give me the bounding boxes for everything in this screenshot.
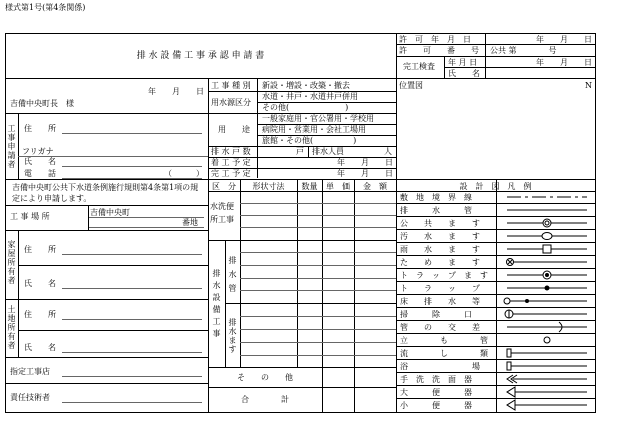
legend-label: 排 水 管 <box>400 206 472 215</box>
divider <box>18 265 208 266</box>
use-label: 用 途 <box>218 125 250 134</box>
house-owner-address-label: 住 所 <box>24 245 56 254</box>
bracket-line-2-icon <box>499 360 593 372</box>
work-type-value[interactable]: 新設・増設・改築・撤去 <box>262 81 350 90</box>
use-value-1[interactable]: 一般家庭用・官公署用・学校用 <box>262 114 374 123</box>
divider <box>240 215 396 216</box>
frame-right <box>595 33 596 413</box>
statement: 吉備中央町公共下水道条例施行規則第4条第1項の規定により申請します。 <box>12 183 199 203</box>
households-unit: 戸 <box>296 147 304 156</box>
start-label: 着 工 予 定 <box>211 158 251 167</box>
divider <box>18 113 19 179</box>
divider <box>308 146 309 157</box>
frame-top <box>5 33 595 34</box>
permit-number-label: 許 可 番 号 <box>399 46 479 55</box>
divider <box>18 330 208 331</box>
contractor-line[interactable] <box>62 376 202 377</box>
legend-row <box>396 308 595 321</box>
water-value-2[interactable]: その他( ) <box>262 103 349 112</box>
half-circle-line-icon <box>499 308 593 320</box>
house-owner-name-label: 氏 名 <box>24 279 56 288</box>
dash-dot-line-icon <box>499 191 593 203</box>
legend-label: 床 排 水 等 <box>400 297 480 306</box>
divider <box>208 367 396 368</box>
legend-label: 汚 水 ま す <box>400 232 480 241</box>
site-line[interactable] <box>88 227 204 228</box>
cost-header-category: 区 分 <box>212 182 236 191</box>
applicant-side-label: 工事申請者 <box>7 124 16 169</box>
divider <box>208 191 396 192</box>
legend-row <box>396 295 595 308</box>
divider <box>5 230 208 231</box>
land-owner-name-label: 氏 名 <box>24 343 56 352</box>
addressee: 吉備中央町長 様 <box>10 99 74 108</box>
legend-row <box>396 204 595 217</box>
legend-row <box>396 321 595 334</box>
group-toilet-work: 水洗便所工事 <box>210 202 234 224</box>
north-indicator: N <box>585 81 592 90</box>
water-label: 用水源区分 <box>211 98 251 107</box>
dot-circle-line-icon <box>499 269 593 281</box>
legend-label: 公 共 ま す <box>400 219 480 228</box>
permit-date-value: 年 月 日 <box>536 35 592 44</box>
permit-date-label: 許 可 年 月 日 <box>399 35 471 44</box>
legend-label: 管 の 交 差 <box>400 323 480 332</box>
completion-name-label: 氏 名 <box>448 69 480 78</box>
arrow-box-line-2-icon <box>499 399 593 411</box>
phone-parens[interactable]: （ ） <box>164 169 204 178</box>
legend-row <box>396 217 595 230</box>
divider <box>88 205 89 230</box>
divider <box>208 179 595 180</box>
legend-row <box>396 191 595 204</box>
form-number: 様式第1号(第4条関係) <box>5 3 86 12</box>
legend-row <box>396 399 595 412</box>
divider <box>240 265 396 266</box>
square-line-icon <box>499 243 593 255</box>
divider <box>240 329 396 330</box>
site-label: 工 事 場 所 <box>10 212 50 221</box>
legend-row <box>396 282 595 295</box>
water-value-1[interactable]: 水道・井戸・水道井戸併用 <box>262 92 358 101</box>
divider <box>257 78 258 178</box>
location-label: 位置図 <box>399 81 423 90</box>
double-arrow-line-icon <box>499 373 593 385</box>
start-value[interactable]: 年 月 日 <box>337 158 393 167</box>
engineer-label: 責任技術者 <box>10 393 50 402</box>
divider <box>225 303 396 304</box>
land-owner-name-line[interactable] <box>62 352 202 353</box>
cost-header-size: 形状寸法 <box>252 182 285 191</box>
end-label: 完 工 予 定 <box>211 169 251 178</box>
application-date: 年 月 日 <box>148 87 204 96</box>
small-circle-icon <box>499 334 593 346</box>
divider <box>396 56 595 57</box>
legend-label: 雨 水 ま す <box>400 245 480 254</box>
frame-bottom <box>5 412 595 413</box>
cost-total-label: 合 計 <box>241 395 289 404</box>
legend-row <box>396 347 595 360</box>
legend-label: 小 便 器 <box>400 401 472 410</box>
cost-other-label: そ の 他 <box>237 373 293 382</box>
divider <box>322 179 323 412</box>
divider <box>444 56 445 78</box>
cost-header-unit-price: 単 価 <box>326 182 350 191</box>
sub-drain-basin: 排水ます <box>228 318 237 354</box>
legend-row <box>396 360 595 373</box>
divider <box>5 179 208 180</box>
engineer-line[interactable] <box>62 402 202 403</box>
divider <box>208 78 209 412</box>
work-type-label: 工 事 種 別 <box>211 81 251 90</box>
sub-drain-pipe: 排水管 <box>228 256 237 293</box>
completion-date-label: 年 月 日 <box>448 58 478 67</box>
cross-circle-line-icon <box>499 256 593 268</box>
permit-number-value: 公共 第 号 <box>490 46 557 55</box>
legend-label: 掃 除 口 <box>400 310 472 319</box>
legend-row <box>396 334 595 347</box>
house-owner-address-line[interactable] <box>62 254 202 255</box>
legend-label: 敷 地 境 界 線 <box>400 193 472 202</box>
land-owner-label: 土地所有者 <box>7 305 16 350</box>
completion-label: 完工検査 <box>403 62 435 71</box>
divider <box>240 290 396 291</box>
divider <box>240 179 241 367</box>
divider <box>240 342 396 343</box>
divider <box>240 252 396 253</box>
double-circle-icon <box>499 217 593 229</box>
bracket-line-icon <box>499 347 593 359</box>
divider <box>5 205 208 206</box>
legend-label: 流 し 類 <box>400 349 488 358</box>
applicant-name-label: 氏 名 <box>24 157 56 166</box>
divider <box>5 299 208 300</box>
name-line[interactable] <box>62 166 202 167</box>
oval-line-icon <box>499 230 593 242</box>
legend-row <box>396 256 595 269</box>
legend-row <box>396 386 595 399</box>
use-value-2[interactable]: 病院用・営業用・会社工場用 <box>262 125 366 134</box>
arrow-box-line-icon <box>499 386 593 398</box>
applicant-address-label: 住 所 <box>24 124 56 133</box>
contractor-label: 指定工事店 <box>10 367 50 376</box>
divider <box>240 316 396 317</box>
phone-label: 電 話 <box>24 169 56 178</box>
solid-line-icon <box>499 204 593 216</box>
divider <box>396 44 595 45</box>
house-owner-name-line[interactable] <box>62 288 202 289</box>
legend-label: た め ま す <box>400 258 480 267</box>
furigana-label: フリガナ <box>22 147 54 156</box>
cost-header-quantity: 数量 <box>301 182 318 191</box>
divider <box>18 299 19 357</box>
cross-arc-line-icon <box>499 321 593 333</box>
land-owner-address-label: 住 所 <box>24 310 56 319</box>
bullet-line-icon <box>499 282 593 294</box>
divider <box>444 67 595 68</box>
legend-title: 設 計 図 凡 例 <box>459 182 532 191</box>
divider <box>88 217 204 218</box>
cost-header-amount: 金 額 <box>363 182 387 191</box>
land-owner-address-line[interactable] <box>62 319 202 320</box>
divider <box>5 113 208 114</box>
divider <box>208 387 396 388</box>
legend-row <box>396 243 595 256</box>
address-line[interactable] <box>62 133 202 134</box>
house-owner-label: 家屋所有者 <box>7 240 16 285</box>
frame-left <box>5 33 6 413</box>
divider <box>354 179 355 412</box>
divider <box>240 203 396 204</box>
divider <box>297 179 298 367</box>
group-drain-work: 排水設備工事 <box>212 269 221 338</box>
legend-label: ト ラ ッ プ ま す <box>400 271 488 280</box>
divider <box>240 355 396 356</box>
divider <box>208 240 396 241</box>
people-label: 排水人員 <box>312 147 344 156</box>
divider <box>5 78 595 79</box>
end-value[interactable]: 年 月 日 <box>337 169 393 178</box>
legend-label: 手 洗 洗 面 器 <box>400 375 472 384</box>
divider <box>240 278 396 279</box>
divider <box>5 357 208 358</box>
people-unit: 人 <box>384 147 392 156</box>
legend-row <box>396 230 595 243</box>
legend-label: 大 便 器 <box>400 388 472 397</box>
legend-label: 立 も 管 <box>400 336 488 345</box>
use-value-3[interactable]: 旅館・その他( ) <box>262 136 357 145</box>
divider <box>5 383 208 384</box>
completion-date-value: 年 月 日 <box>536 58 592 67</box>
legend-row <box>396 269 595 282</box>
legend-label: ト ラ ッ プ <box>400 284 480 293</box>
circle-left-dot-line-icon <box>499 295 593 307</box>
legend-label: 浴 場 <box>400 362 480 371</box>
site-suffix: 番地 <box>182 218 198 227</box>
site-value: 吉備中央町 <box>90 208 130 217</box>
legend-row <box>396 373 595 386</box>
page-title: 排 水 設 備 工 事 承 認 申 請 書 <box>136 51 265 61</box>
households-label: 排 水 戸 数 <box>211 147 251 156</box>
divider <box>240 227 396 228</box>
